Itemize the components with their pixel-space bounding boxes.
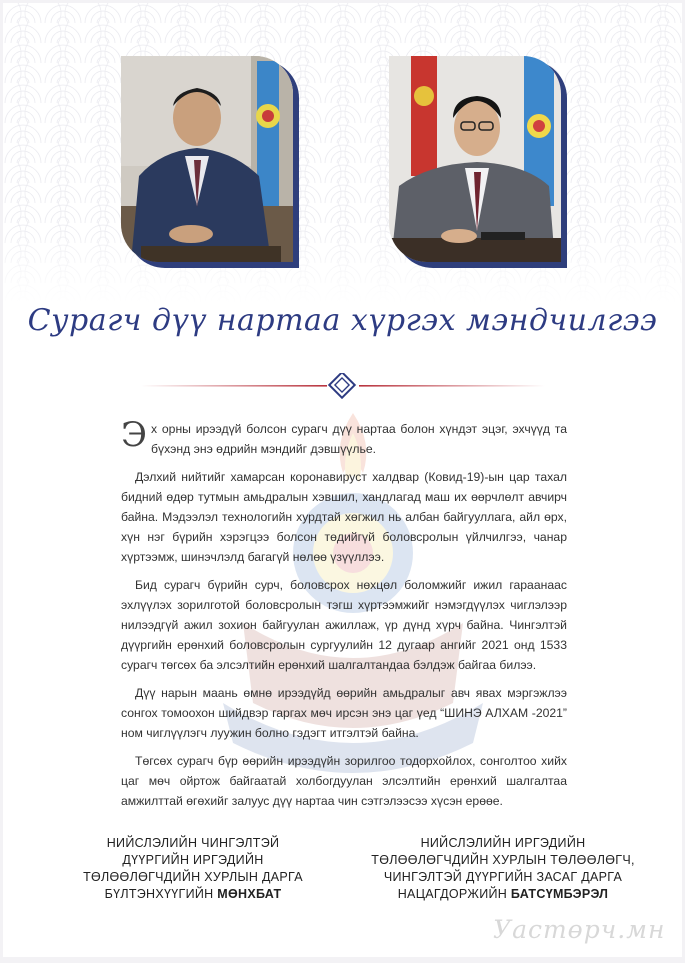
letter-body: [121, 415, 567, 819]
sig-right-surname: НАЦАГДОРЖИЙН: [397, 887, 508, 901]
ornament-divider: [141, 373, 545, 399]
sig-left-line3: ТӨЛӨӨЛӨГЧДИЙН ХУРЛЫН ДАРГА: [83, 870, 303, 884]
sig-left-surname: БҮЛТЭНХҮҮГИЙН: [104, 887, 214, 901]
drop-cap: Э: [121, 415, 148, 455]
portrait-right-photo: [389, 56, 561, 262]
paragraph-3: Бид сурагч бүрийн сурч, боловсрох нөхцөл боломжийг ижил гараанаас эхлүүлэх зорилготой боловсролын тэгш хүртээмжийг нэмэгдүүлэх чиглэлээр нилээдгүй ажил зохион байгуулан ажиллаж, үр дүнд хүрч байна. Чингэлтэй дүүргийн ерөнхий боловсролын сургуулийн 12 дугаар ангийг 2021 онд 1533 сурагч төгсөх ба элсэлтийн ерөнхий шалгалтандаа бэлдэж байгаа билээ.: [121, 578, 567, 672]
sig-left-line1: НИЙСЛЭЛИЙН ЧИНГЭЛТЭЙ: [106, 836, 280, 850]
sig-right-fullname: [358, 886, 648, 903]
site-watermark-text: Уастөрч.мн: [493, 915, 666, 944]
sig-left-name: МӨНХБАТ: [217, 887, 282, 901]
wave-pattern-background: [3, 3, 682, 303]
portrait-right-frame: [389, 56, 565, 266]
portrait-left-frame: [121, 56, 297, 266]
page-title: Сурагч дүү нартаа хүргэх мэндчилгээ: [27, 303, 658, 338]
sig-left-fullname: [63, 886, 323, 903]
sig-right-line1: НИЙСЛЭЛИЙН ИРГЭДИЙН: [420, 836, 586, 850]
sig-right-line3: ЧИНГЭЛТЭЙ ДҮҮРГИЙН ЗАСАГ ДАРГА: [383, 870, 623, 884]
sig-left-line2: ДҮҮРГИЙН ИРГЭДИЙН: [122, 853, 264, 867]
paragraph-4: Дүү нарын маань өмнө ирээдүйд өөрийн амьдралыг авч явах мэргэжлээ сонгох томоохон шийдвэр гаргах мөч ирсэн энэ цаг үед “ШИНЭ АЛХАМ -2021” ном чиглүүлэгч луужин болно гэдэгт итгэлтэй байна.: [121, 686, 567, 740]
sig-right-line2: ТӨЛӨӨЛӨГЧДИЙН ХУРЛЫН ТӨЛӨӨЛӨГЧ,: [371, 853, 635, 867]
paragraph-2: Дэлхий нийтийг хамарсан коронавируст халдвар (Ковид-19)-ын цар тахал бидний өдөр тутмын амьдралын хэвшил, хандлагад маш их өөрчлөлт авчирч байна. Мэдээлэл технологийн хурдтай хөгжил нь албан байгууллага, айл өрх, хүн нэг бүрийн хэрэгцээ болсон төдийгүй боловсролын үйлчилгээ, чанар хүртээмж, шинэчлэлд багагүй нөлөө үзүүллээ.: [121, 470, 567, 564]
portrait-left-photo: [121, 56, 293, 262]
signature-right: [358, 835, 648, 903]
signature-left: [63, 835, 323, 903]
sig-right-name: БАТСҮМБЭРЭЛ: [510, 887, 609, 901]
document-page: [3, 3, 682, 957]
paragraph-5: Төгсөх сурагч бүр өөрийн ирээдүйн зорилгоо тодорхойлох, сонголтоо хийх цаг мөч ойртож байгаатай холбогдуулан элсэлтийн ерөнхий шалгалтаа амжилттай өгөхийг залуус дүү нартаа чин сэтгэлээсээ хүсэн ерөөе.: [121, 754, 567, 808]
paragraph-1-text: х орны ирээдүй болсон сурагч дүү нартаа болон хүндэт эцэг, эхчүүд та бүхэнд энэ өдрийн мэндийг дэвшүүлье.: [151, 422, 567, 456]
paragraph-1: [121, 415, 567, 459]
